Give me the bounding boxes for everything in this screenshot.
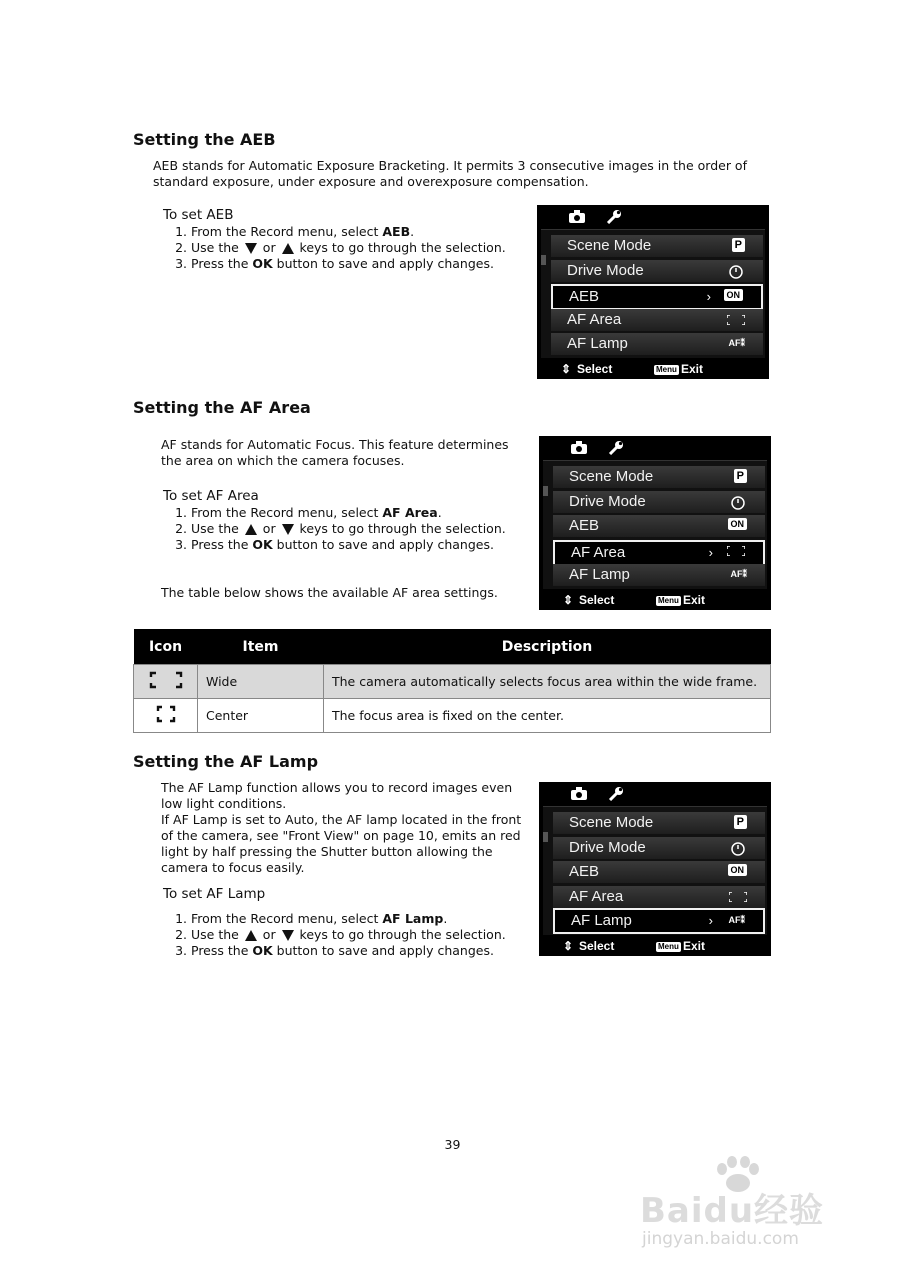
camera-icon xyxy=(571,787,587,800)
menu-item-af-lamp[interactable]: AF Lamp AF⁑ xyxy=(553,564,765,586)
menu-item-aeb[interactable]: AEB ON xyxy=(553,861,765,883)
af-lamp-icon: AF⁑ xyxy=(730,569,747,579)
camera-footer xyxy=(537,359,769,379)
up-down-arrows-icon: ⇕ xyxy=(563,593,574,607)
scrollbar xyxy=(543,832,548,842)
af-lamp-icon: AF⁑ xyxy=(728,915,745,925)
program-mode-icon: P xyxy=(734,469,747,483)
camera-icon xyxy=(571,441,587,454)
af-frame-icon xyxy=(727,546,745,556)
camera-tab-bar xyxy=(539,782,771,804)
aeb-subheading: To set AEB xyxy=(163,207,234,223)
afarea-table-note: The table below shows the available AF area settings. xyxy=(161,585,498,600)
camera-footer xyxy=(539,590,771,610)
menu-item-aeb[interactable]: AEB › ON xyxy=(551,284,763,310)
table-header-row xyxy=(134,629,771,665)
camera-screen-af-area xyxy=(539,436,771,610)
menu-item-scene-mode[interactable]: Scene Mode P xyxy=(553,466,765,488)
afarea-heading: Setting the AF Area xyxy=(133,398,311,417)
aeb-steps xyxy=(163,224,506,272)
aflamp-heading: Setting the AF Lamp xyxy=(133,752,319,771)
camera-tab-bar xyxy=(537,205,769,227)
menu-button-icon: Menu xyxy=(656,364,677,374)
afarea-step-1: 1. From the Record menu, select AF Area. xyxy=(191,505,506,521)
up-arrow-icon xyxy=(245,524,257,535)
af-lamp-icon: AF⁑ xyxy=(728,338,745,348)
aflamp-subheading: To set AF Lamp xyxy=(163,886,266,902)
aeb-intro: AEB stands for Automatic Exposure Bracketing. It permits 3 consecutive images in the order of standard exposure, under exposure and overexposure compensation. xyxy=(153,158,747,189)
down-arrow-icon xyxy=(245,243,257,254)
wide-frame-icon-cell xyxy=(134,665,198,699)
camera-tab-bar xyxy=(539,436,771,458)
up-down-arrows-icon: ⇕ xyxy=(563,939,574,953)
menu-item-af-lamp[interactable]: AF Lamp › AF⁑ xyxy=(553,908,765,934)
aeb-heading: Setting the AEB xyxy=(133,130,276,149)
menu-item-scene-mode[interactable]: Scene Mode P xyxy=(551,235,763,257)
menu-item-drive-mode[interactable]: Drive Mode xyxy=(551,260,763,282)
menu-item-scene-mode[interactable]: Scene Mode P xyxy=(553,812,765,834)
table-cell-description: The focus area is fixed on the center. xyxy=(324,699,771,733)
watermark-url: jingyan.baidu.com xyxy=(642,1229,799,1249)
chevron-right-icon: › xyxy=(706,289,711,304)
scrollbar xyxy=(541,255,546,265)
program-mode-icon: P xyxy=(732,238,745,252)
aeb-step-3: 3. Press the OK button to save and apply changes. xyxy=(191,256,506,272)
af-area-table xyxy=(133,629,771,733)
down-arrow-icon xyxy=(282,524,294,535)
camera-screen-af-lamp xyxy=(539,782,771,956)
page-number: 39 xyxy=(444,1137,461,1152)
exit-hint: Exit xyxy=(683,939,706,953)
table-row xyxy=(134,665,771,699)
column-header-icon: Icon xyxy=(134,629,198,665)
camera-footer xyxy=(539,936,771,956)
select-hint: Select xyxy=(579,939,615,953)
on-badge: ON xyxy=(728,518,748,530)
self-timer-icon xyxy=(729,264,745,279)
menu-item-af-lamp[interactable]: AF Lamp AF⁑ xyxy=(551,333,763,355)
chevron-right-icon: › xyxy=(708,913,713,928)
down-arrow-icon xyxy=(282,930,294,941)
camera-icon xyxy=(569,210,585,223)
menu-item-aeb[interactable]: AEB ON xyxy=(553,515,765,537)
select-hint: Select xyxy=(577,362,613,376)
up-down-arrows-icon: ⇕ xyxy=(561,362,572,376)
up-arrow-icon xyxy=(245,930,257,941)
program-mode-icon: P xyxy=(734,815,747,829)
aeb-step-1: 1. From the Record menu, select AEB. xyxy=(191,224,506,240)
exit-hint: Exit xyxy=(681,362,704,376)
menu-item-af-area[interactable]: AF Area › xyxy=(553,540,765,566)
menu-item-drive-mode[interactable]: Drive Mode xyxy=(553,837,765,859)
menu-item-af-area[interactable]: AF Area xyxy=(553,886,765,908)
scrollbar xyxy=(543,486,548,496)
up-arrow-icon xyxy=(282,243,294,254)
aflamp-steps xyxy=(163,911,506,959)
af-frame-icon xyxy=(729,892,747,902)
afarea-intro: AF stands for Automatic Focus. This feature determines the area on which the camera focuses. xyxy=(161,437,509,468)
on-badge: ON xyxy=(728,864,748,876)
camera-screen-aeb xyxy=(537,205,769,379)
afarea-subheading: To set AF Area xyxy=(163,488,259,504)
aeb-step-2: 2. Use the or keys to go through the selection. xyxy=(191,240,506,256)
aflamp-intro-2: If AF Lamp is set to Auto, the AF lamp located in the front of the camera, see "Front View" on page 10, emits an red light by half pressing the Shutter button allowing the camera to focus easily. xyxy=(161,812,522,875)
af-frame-icon xyxy=(727,315,745,325)
table-cell-item: Center xyxy=(198,699,324,733)
menu-button-icon: Menu xyxy=(658,595,679,605)
column-header-description: Description xyxy=(324,629,771,665)
center-frame-icon xyxy=(155,705,177,723)
aflamp-intro: The AF Lamp function allows you to record images even low light conditions. xyxy=(161,780,513,811)
select-hint: Select xyxy=(579,593,615,607)
self-timer-icon xyxy=(731,841,747,856)
self-timer-icon xyxy=(731,495,747,510)
menu-item-af-area[interactable]: AF Area xyxy=(551,309,763,331)
wide-frame-icon xyxy=(149,671,183,689)
exit-hint: Exit xyxy=(683,593,706,607)
aflamp-step-1: 1. From the Record menu, select AF Lamp. xyxy=(191,911,506,927)
table-row xyxy=(134,699,771,733)
aflamp-step-2: 2. Use the or keys to go through the selection. xyxy=(191,927,506,943)
menu-button-icon: Menu xyxy=(658,941,679,951)
aflamp-step-3: 3. Press the OK button to save and apply changes. xyxy=(191,943,506,959)
table-cell-description: The camera automatically selects focus area within the wide frame. xyxy=(324,665,771,699)
menu-item-drive-mode[interactable]: Drive Mode xyxy=(553,491,765,513)
afarea-step-3: 3. Press the OK button to save and apply changes. xyxy=(191,537,506,553)
chevron-right-icon: › xyxy=(708,545,713,560)
afarea-steps xyxy=(163,505,506,553)
table-cell-item: Wide xyxy=(198,665,324,699)
wrench-icon xyxy=(608,786,624,801)
watermark-brand: Baidu经验 xyxy=(640,1191,825,1231)
wrench-icon xyxy=(608,440,624,455)
on-badge: ON xyxy=(724,289,744,301)
watermark xyxy=(640,1155,860,1255)
column-header-item: Item xyxy=(198,629,324,665)
afarea-step-2: 2. Use the or keys to go through the selection. xyxy=(191,521,506,537)
center-frame-icon-cell xyxy=(134,699,198,733)
wrench-icon xyxy=(606,209,622,224)
